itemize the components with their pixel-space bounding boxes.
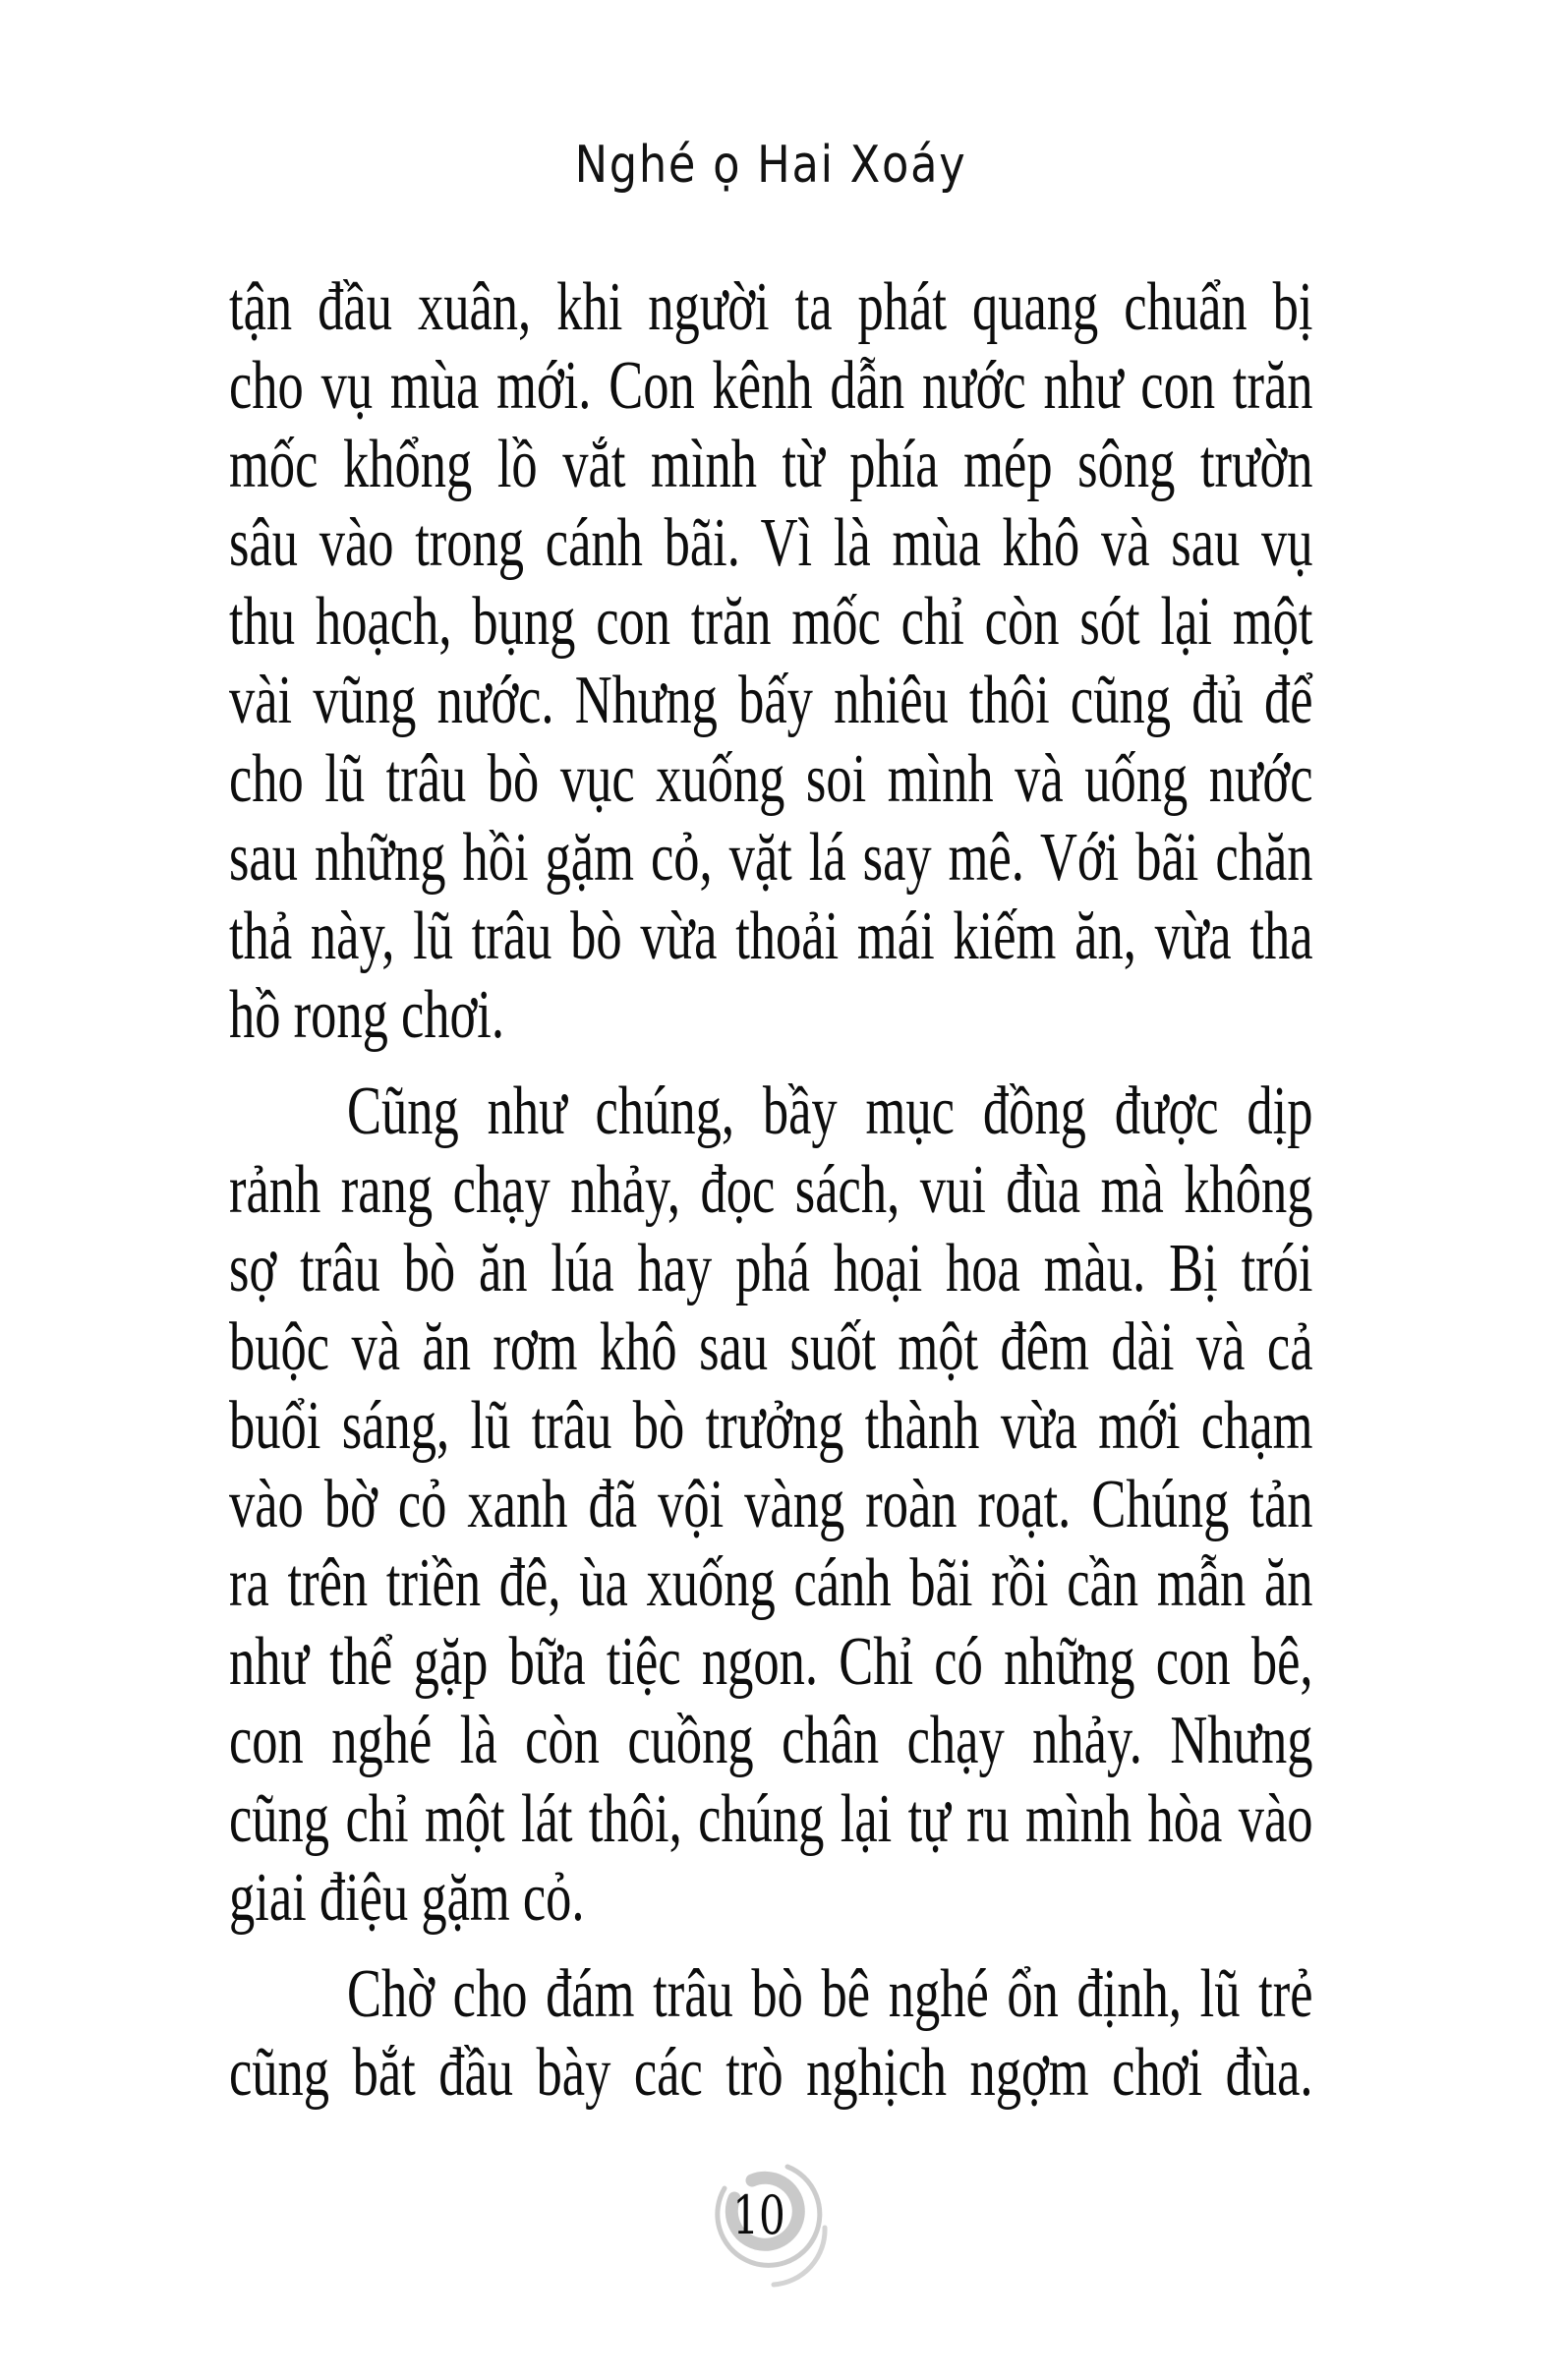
text-line: sâu vào trong cánh bãi. Vì là mùa khô và sau vụ	[229, 505, 1313, 581]
text-line: sau những hồi gặm cỏ, vặt lá say mê. Với bãi chăn	[229, 820, 1313, 896]
text-line: thả này, lũ trâu bò vừa thoải mái kiếm ăn, vừa tha	[229, 899, 1313, 974]
text-line: rảnh rang chạy nhảy, đọc sách, vui đùa mà không	[229, 1152, 1313, 1228]
text-line: vài vũng nước. Nhưng bấy nhiêu thôi cũng đủ để	[229, 663, 1313, 738]
text-line: giai điệu gặm cỏ.	[229, 1860, 585, 1936]
text-line: con nghé là còn cuồng chân chạy nhảy. Nhưng	[229, 1703, 1313, 1778]
body-text	[229, 268, 1313, 2113]
text-line: như thể gặp bữa tiệc ngon. Chỉ có những con bê,	[229, 1624, 1313, 1700]
text-line: cũng bắt đầu bày các trò nghịch ngợm chơi đùa.	[229, 2035, 1313, 2111]
text-line: cho vụ mùa mới. Con kênh dẫn nước như con trăn	[229, 348, 1313, 424]
text-line: thu hoạch, bụng con trăn mốc chỉ còn sót lại một	[229, 584, 1313, 660]
page-title: Nghé ọ Hai Xoáy	[574, 136, 967, 195]
text-line: vào bờ cỏ xanh đã vội vàng roàn roạt. Chúng tản	[229, 1467, 1313, 1542]
text-line: hồ rong chơi.	[229, 977, 505, 1053]
text-line: ra trên triền đê, ùa xuống cánh bãi rồi cần mẫn ăn	[229, 1545, 1313, 1621]
text-line: tận đầu xuân, khi người ta phát quang chuẩn bị	[229, 269, 1313, 345]
text-line: buộc và ăn rơm khô sau suốt một đêm dài và cả	[229, 1309, 1313, 1385]
text-line: Chờ cho đám trâu bò bê nghé ổn định, lũ trẻ	[347, 1956, 1313, 2032]
text-line: sợ trâu bò ăn lúa hay phá hoại hoa màu. Bị trói	[229, 1231, 1313, 1306]
page-number: 10	[732, 2184, 785, 2246]
paragraph	[229, 1955, 1313, 2113]
text-line: cũng chỉ một lát thôi, chúng lại tự ru mình hòa vào	[229, 1781, 1313, 1857]
text-line: Cũng như chúng, bầy mục đồng được dịp	[347, 1074, 1313, 1149]
text-line: mốc khổng lồ vắt mình từ phía mép sông trườn	[229, 427, 1313, 502]
paragraph	[229, 268, 1313, 1055]
paragraph	[229, 1073, 1313, 1938]
text-line: buổi sáng, lũ trâu bò trưởng thành vừa mới chạm	[229, 1388, 1313, 1464]
text-line: cho lũ trâu bò vục xuống soi mình và uống nước	[229, 741, 1313, 817]
page-footer	[701, 2153, 843, 2295]
